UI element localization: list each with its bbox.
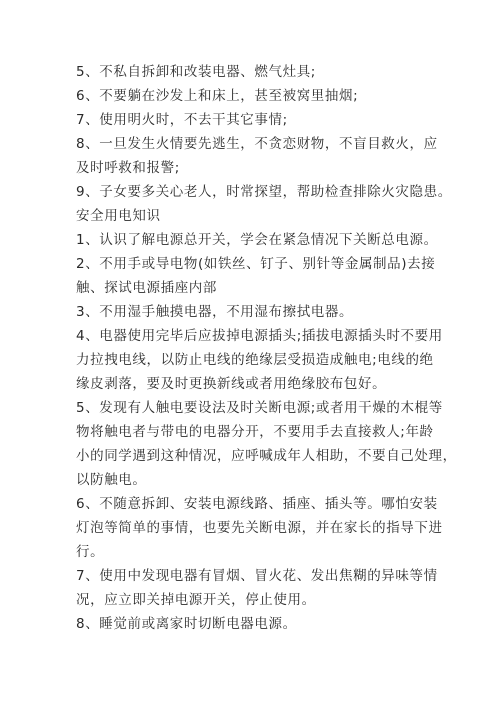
text-line: 8、一旦发生火情要先逃生，不贪恋财物，不盲目救火，应 bbox=[76, 136, 438, 152]
text-line: 7、使用中发现电器有冒烟、冒火花、发出焦糊的异味等情 bbox=[76, 568, 438, 584]
text-line: 4、电器使用完毕后应拔掉电源插头;插拔电源插头时不要用 bbox=[76, 328, 443, 344]
text-line: 8、睡觉前或离家时切断电器电源。 bbox=[76, 616, 297, 632]
text-line: 以防触电。 bbox=[76, 472, 147, 488]
text-line: 6、不要躺在沙发上和床上，甚至被窝里抽烟; bbox=[76, 88, 359, 104]
text-line: 物将触电者与带电的电器分开，不要用手去直接救人;年龄 bbox=[76, 424, 434, 440]
text-line: 力拉拽电线，以防止电线的绝缘层受损造成触电;电线的绝 bbox=[76, 352, 434, 368]
text-line: 5、不私自拆卸和改装电器、燃气灶具; bbox=[76, 64, 316, 80]
text-line: 灯泡等简单的事情，也要先关断电源，并在家长的指导下进 bbox=[76, 520, 443, 536]
text-line: 2、不用手或导电物(如铁丝、钉子、别针等金属制品)去接 bbox=[76, 256, 436, 272]
text-line: 及时呼救和报警; bbox=[76, 160, 180, 176]
text-line: 小的同学遇到这种情况，应呼喊成年人相助，不要自己处理， bbox=[76, 448, 457, 464]
text-line: 1、认识了解电源总开关，学会在紧急情况下关断总电源。 bbox=[76, 232, 438, 248]
text-line: 6、不随意拆卸、安装电源线路、插座、插头等。哪怕安装 bbox=[76, 496, 438, 512]
section-heading: 安全用电知识 bbox=[76, 208, 161, 224]
text-line: 3、不用湿手触摸电器，不用湿布擦拭电器。 bbox=[76, 304, 354, 320]
text-line: 况，应立即关掉电源开关，停止使用。 bbox=[76, 592, 316, 608]
text-line: 缘皮剥落，要及时更换新线或者用绝缘胶布包好。 bbox=[76, 376, 387, 392]
text-line: 行。 bbox=[76, 544, 105, 560]
text-line: 9、子女要多关心老人，时常探望，帮助检查排除火灾隐患。 bbox=[76, 184, 452, 200]
text-line: 7、使用明火时，不去干其它事情; bbox=[76, 112, 288, 128]
text-line: 5、发现有人触电要设法及时关断电源;或者用干燥的木棍等 bbox=[76, 400, 443, 416]
text-line: 触、探试电源插座内部 bbox=[76, 280, 217, 296]
